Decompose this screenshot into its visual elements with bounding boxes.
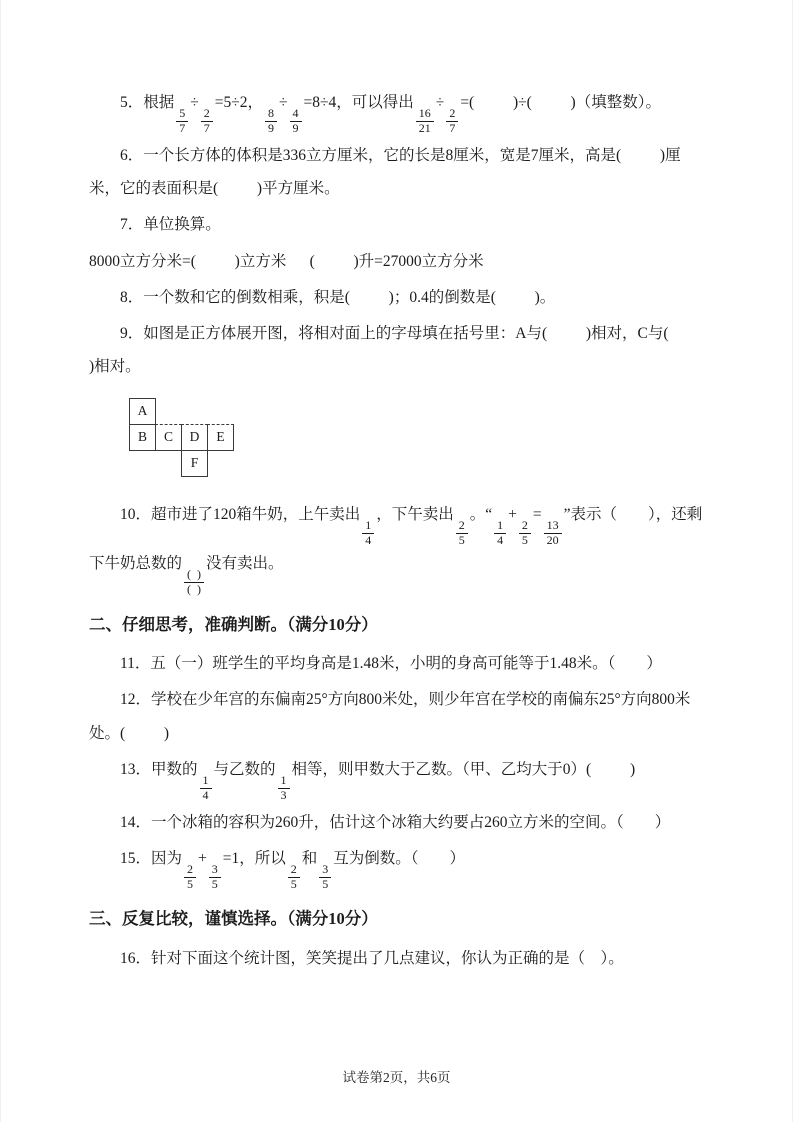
fraction-denominator: 9: [265, 121, 277, 136]
text-run: 相等，则甲数大于乙数。（甲、乙均大于0）( ): [291, 760, 636, 778]
fraction-numerator: 2: [203, 106, 210, 120]
fraction-denominator: 7: [176, 121, 188, 136]
text-run: 11．五（一）班学生的平均身高是1.48米，小明的身高可能等于1.48米。（ ）: [120, 655, 662, 673]
text-run: 15．因为: [120, 849, 183, 867]
fraction: [176, 107, 188, 136]
question-7-conversion-line: [89, 245, 707, 278]
fraction: [416, 107, 434, 136]
fraction-numerator: 1: [497, 517, 504, 532]
fraction: [519, 519, 531, 548]
text-run: 7．单位换算。: [120, 216, 221, 234]
text-run: 9．如图是正方体展开图，将相对面上的字母填在括号里：A与( )相对，C与( )相对。: [89, 325, 708, 376]
fraction-denominator: 7: [201, 121, 213, 136]
fraction: [544, 519, 562, 548]
fraction-denominator: 5: [319, 877, 331, 892]
fraction-denominator: 4: [200, 788, 212, 803]
fraction: [200, 774, 212, 803]
fraction-numerator: 2: [521, 517, 528, 532]
text-run: =( )÷( )（填整数）。: [460, 94, 661, 111]
fraction-numerator: 4: [292, 106, 299, 120]
fraction-numerator: ( ): [187, 567, 202, 582]
fraction-denominator: 5: [456, 533, 468, 548]
text-run: 和: [301, 849, 318, 867]
fraction-numerator: 2: [449, 106, 456, 120]
question-9: [89, 317, 707, 384]
cube-net-figure: [129, 398, 707, 480]
text-run: +: [198, 849, 207, 867]
section-2-heading: 二、仔细思考，准确判断。（满分10分）: [89, 614, 378, 634]
fraction: [456, 519, 468, 548]
question-5: [89, 86, 707, 136]
fraction-numerator: 3: [322, 861, 329, 876]
fraction-denominator: 20: [544, 533, 562, 548]
fraction-numerator: 13: [546, 517, 559, 532]
fraction-numerator: 2: [187, 861, 194, 876]
fraction-denominator: 7: [446, 121, 458, 136]
fraction-denominator: 21: [416, 121, 434, 136]
net-cell-E: E: [207, 424, 234, 451]
fraction-numerator: 1: [280, 772, 287, 787]
text-run: 没有卖出。: [206, 555, 284, 573]
question-11: [89, 647, 707, 680]
fraction: [184, 863, 196, 892]
net-cell-F: F: [181, 450, 208, 477]
fraction: [184, 568, 204, 597]
fraction-numerator: 8: [268, 106, 275, 120]
fraction: [278, 774, 290, 803]
question-10: [89, 498, 707, 597]
text-run: ，下午卖出: [376, 505, 454, 523]
question-8: [89, 281, 707, 314]
fraction: [201, 107, 213, 136]
fraction-denominator: 5: [519, 533, 531, 548]
fraction: [494, 519, 506, 548]
fraction: [288, 863, 300, 892]
question-16: [89, 942, 707, 975]
fraction-numerator: 1: [202, 772, 209, 787]
question-6: [89, 139, 707, 206]
net-cell-D: D: [181, 424, 208, 451]
text-run: =8÷4，可以得出: [303, 94, 414, 111]
fraction: [265, 107, 277, 136]
text-run: =: [532, 505, 542, 523]
document-body: [89, 86, 707, 978]
text-run: +: [508, 505, 517, 523]
text-run: 6．一个长方体的体积是336立方厘米，它的长是8厘米，宽是7厘米，高是( )厘米，它的表面积是( )平方厘米。: [89, 146, 681, 197]
fraction: [362, 519, 374, 548]
fraction-numerator: 3: [211, 861, 218, 876]
question-15: [89, 842, 707, 892]
text-run: ÷: [279, 94, 288, 111]
net-cell-C: C: [155, 424, 182, 451]
text-run: 与乙数的: [213, 760, 276, 778]
text-run: 12．学校在少年宫的东偏南25°方向800米处，则少年宫在学校的南偏东25°方向800米处。( ): [89, 691, 691, 742]
text-run: =1，所以: [222, 849, 286, 867]
fraction-denominator: 5: [209, 877, 221, 892]
fraction-denominator: 9: [290, 121, 302, 136]
fraction-denominator: 4: [362, 533, 374, 548]
question-13: [89, 753, 707, 803]
section-3-heading: 三、反复比较，谨慎选择。（满分10分）: [89, 909, 378, 929]
text-run: 5．根据: [120, 94, 175, 111]
fraction: [446, 107, 458, 136]
fraction-numerator: 2: [290, 861, 297, 876]
text-run: ”表示（ ），还剩下牛奶总数的: [89, 505, 703, 573]
text-run: 13．甲数的: [120, 760, 198, 778]
fraction: [290, 107, 302, 136]
net-cell-A: A: [129, 398, 156, 425]
text-run: 8．一个数和它的倒数相乘，积是( )；0.4的倒数是( )。: [120, 288, 556, 306]
fraction-denominator: 5: [184, 877, 196, 892]
fraction-numerator: 2: [458, 517, 465, 532]
fraction: [209, 863, 221, 892]
fraction-denominator: ( ): [184, 582, 204, 597]
text-run: 互为倒数。（ ）: [333, 849, 466, 867]
question-14: [89, 806, 707, 839]
text-run: =5÷2，: [214, 94, 264, 111]
fraction-denominator: 3: [278, 788, 290, 803]
fraction-denominator: 4: [494, 533, 506, 548]
fraction-numerator: 1: [365, 517, 372, 532]
net-cell-B: B: [129, 424, 156, 451]
question-12: [89, 683, 707, 750]
question-7: [89, 208, 707, 241]
fraction-numerator: 16: [418, 106, 431, 120]
text-run: ÷: [190, 94, 199, 111]
text-run: 8000立方分米=( )立方米 ( )升=27000立方分米: [89, 252, 484, 270]
fraction-denominator: 5: [288, 877, 300, 892]
page-footer: 试卷第2页，共6页: [342, 1070, 451, 1085]
text-run: 16．针对下面这个统计图，笑笑提出了几点建议，你认为正确的是（ ）。: [120, 949, 624, 967]
text-run: 14．一个冰箱的容积为260升，估计这个冰箱大约要占260立方米的空间。（ ）: [120, 813, 671, 831]
fraction-numerator: 5: [179, 106, 186, 120]
text-run: ÷: [435, 94, 445, 111]
text-run: 。“: [469, 505, 493, 523]
fraction: [319, 863, 331, 892]
text-run: 10．超市进了120箱牛奶，上午卖出: [120, 505, 361, 523]
